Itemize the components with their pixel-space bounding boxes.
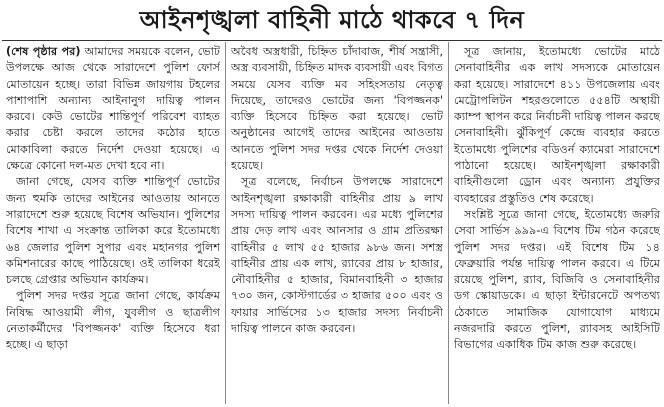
paragraph-6: সূত্র জানায়, ইতোমধ্যে ভোটের মাঠে সেনাবাহিনীর এক লাখ সদস্যকে মোতায়েন করা হয়েছে। সারাদেশে ৪১১ উপজেলায় এবং মেট্রোপলিটন শহরগুলোতে ৫৫৪টি অস্থায়ী ক্যাম্প স্থাপন করে নির্বাচনী দায়িত্ব পালন করছে সেনাবাহিনী। ঝুঁকিপূর্ণ কেন্দ্রে ব্যবহার করতে ইতোমধ্যে পুলিশের বডিওর্ন ক্যামেরা সারাদেশে পাঠানো হয়েছে। আইনশৃঙ্খলা রক্ষাকারী বাহিনীগুলো ড্রোন এবং অন্যান্য প্রযুক্তির ব্যবহারের প্রস্তুতিও শেষ করেছে। [454, 45, 660, 205]
article-column-3 [454, 44, 660, 404]
column-divider-1 [225, 42, 226, 404]
headline-divider [2, 40, 662, 41]
article-column-2 [231, 44, 443, 404]
article-column-1 [6, 44, 220, 404]
paragraph-4: অবৈধ অস্ত্রধারী, চিহ্নিত চাঁদাবাজ, শীর্ষ সন্ত্রাসী, অস্ত্র ব্যবসায়ী, চিহ্নিত মাদক ব্যবসায়ী এবং বিগত সময়ে যেসব ব্যক্তি মব সহিংসতায় নেতৃত্ব দিয়েছে, তাদেরও ভোটের জন্য 'বিপজ্জনক' ব্যক্তি হিসেবে চিহ্নিত করা হয়েছে। ভোট অনুষ্ঠানের আগেই তাদের আইনের আওতায় আনতে পুলিশ সদর দপ্তর থেকে নির্দেশ দেওয়া হয়েছে। [231, 45, 443, 173]
column-divider-2 [448, 42, 449, 404]
paragraph-2: জানা গেছে, যেসব ব্যক্তি শান্তিপূর্ণ ভোটের জন্য হুমকি তাদের আইনের আওতায় আনতে সারাদেশে শুরু হয়েছে বিশেষ অভিযান। পুলিশের বিশেষ শাখা এ সংক্রান্ত তালিকা করে ইতোমধ্যে ৬৪ জেলার পুলিশ সুপার এবং মহানগর পুলিশ কমিশনারের কাছে পাঠিয়েছে। ওই তালিকা ধরেই চলছে গ্রেপ্তার অভিযান কার্যক্রম। [6, 175, 220, 287]
continued-label: (শেষ পৃষ্ঠার পর) [6, 45, 81, 58]
paragraph-1: (শেষ পৃষ্ঠার পর) আমাদের সময়কে বলেন, ভোট উপলক্ষে আজ থেকে সারাদেশে পুলিশ ফোর্স মোতায়েন হচ্ছে। তারা বিভিন্ন জায়গায় টহলের পাশাপাশি অন্যান্য আইনানুগ দায়িত্ব পালন করবে। কেউ ভোটের শান্তিপূর্ণ পরিবেশ ব্যাহত করার চেষ্টা করলে তাদের কঠোর হাতে মোকাবিলা করতে নির্দেশ দেওয়া হয়েছে। এ ক্ষেত্রে কোনো দল-মত দেখা হবে না। [6, 45, 220, 173]
headline: আইনশৃঙ্খলা বাহিনী মাঠে থাকবে ৭ দিন [139, 5, 525, 34]
paragraph-5: সূত্র বলেছে, নির্বাচন উপলক্ষে সারাদেশে আইনশৃঙ্খলা রক্ষাকারী বাহিনীর প্রায় ৯ লাখ সদস্য দায়িত্ব পালন করবেন। এর মধ্যে পুলিশের প্রায় দেড় লাখ এবং আনসার ও গ্রাম প্রতিরক্ষা বাহিনীর ৫ লাখ ৫৫ হাজার ৯৮৬ জন। সশস্ত্র বাহিনীর প্রায় এক লাখ, র‍্যাবের প্রায় ৮ হাজার, নৌবাহিনীর ৫ হাজার, বিমানবাহিনী ৩ হাজার ৭৩০ জন, কোস্টগার্ডের ৩ হাজার ৫০০ এবং ও ফায়ার সার্ভিসের ১৩ হাজার সদস্য নির্বাচনী দায়িত্ব পালনে কাজ করবেন। [231, 175, 443, 336]
paragraph-7: সংশ্লিষ্ট সূত্রে জানা গেছে, ইতোমধ্যে জরুরি সেবা সার্ভিস ৯৯৯-এ বিশেষ টিম গঠন করেছে পুলিশ সদর দপ্তর। এই বিশেষ টিম ১৪ ফেব্রুয়ারি পর্যন্ত দায়িত্ব পালন করবে। এ টিমে রয়েছে পুলিশ, র‍্যাব, বিজিবি ও সেনাবাহিনীর ডগ স্কোয়াডকে। এ ছাড়া ইন্টারনেটে অপতথ্য ঠেকাতে সামাজিক যোগাযোগ মাধ্যমে নজরদারি করতে পুলিশ, র‍্যাবসহ আইসিটি বিভাগের একাধিক টিম কাজ শুরু করেছে। [454, 207, 660, 352]
paragraph-3: পুলিশ সদর দপ্তর সূত্রে জানা গেছে, কার্যক্রম নিষিদ্ধ আওয়ামী লীগ, যুবলীগ ও ছাত্রলীগ নেতাকর্মীদের 'বিপজ্জনক' ব্যক্তি হিসেবে ধরা হচ্ছে। এ ছাড়া [6, 289, 220, 352]
